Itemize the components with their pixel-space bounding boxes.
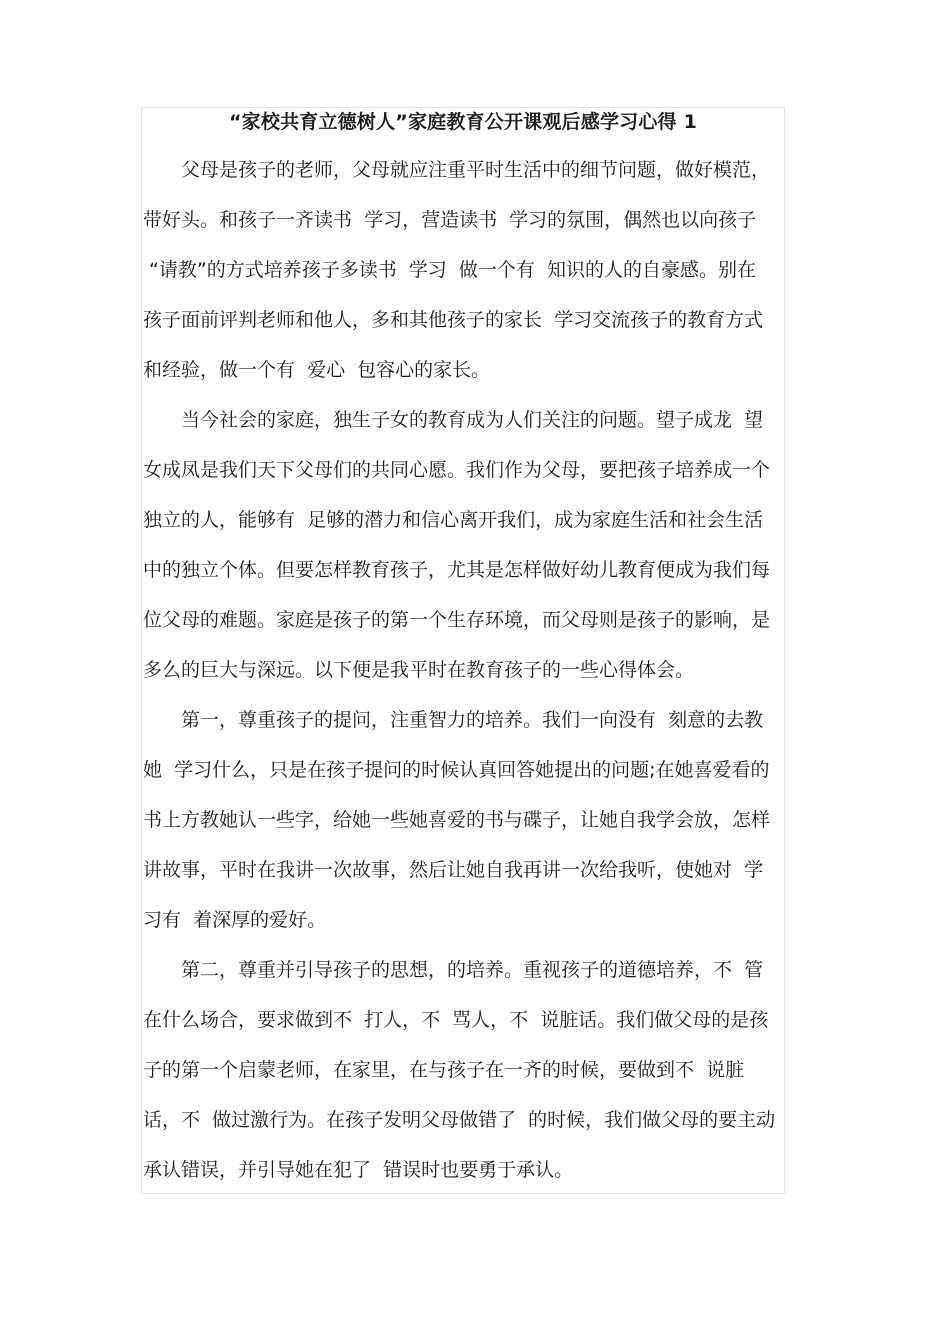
text-line: 独立的人，能够有 足够的潜力和信心离开我们，成为家庭生活和社会生活 — [143, 509, 764, 531]
text-line: 习有 着深厚的爱好。 — [143, 909, 327, 931]
paragraph-first-line: 第二，尊重并引导孩子的思想，的培养。重视孩子的道德培养，不 管 — [181, 959, 764, 981]
text-line: 话，不 做过激行为。在孩子发明父母做错了 的时候，我们做父母的要主动 — [143, 1109, 776, 1131]
document-body — [143, 155, 783, 1205]
text-line: 和经验，做一个有 爱心 包容心的家长。 — [143, 359, 491, 381]
text-line: 女成凤是我们天下父母们的共同心愿。我们作为父母，要把孩子培养成一个 — [143, 459, 771, 481]
text-line: 讲故事，平时在我讲一次故事，然后让她自我再讲一次给我听，使她对 学 — [143, 859, 764, 881]
text-line: 中的独立个体。但要怎样教育孩子，尤其是怎样做好幼儿教育便成为我们每 — [143, 559, 771, 581]
text-line: 她 学习什么，只是在孩子提问的时候认真回答她提出的问题;在她喜爱看的 — [143, 759, 770, 781]
text-line: 子的第一个启蒙老师，在家里，在与孩子在一齐的时候，要做到不 说脏 — [143, 1059, 745, 1081]
text-line: 带好头。和孩子一齐读书 学习，营造读书 学习的氛围，偶然也以向孩子 — [143, 209, 757, 231]
paragraph-first-line: 当今社会的家庭，独生子女的教育成为人们关注的问题。望子成龙 望 — [181, 409, 764, 431]
text-line: 承认错误，并引导她在犯了 错误时也要勇于承认。 — [143, 1159, 574, 1181]
text-line: 位父母的难题。家庭是孩子的第一个生存环境，而父母则是孩子的影响，是 — [143, 609, 771, 631]
text-line: “请教”的方式培养孩子多读书 学习 做一个有 知识的人的自豪感。别在 — [143, 259, 756, 281]
paragraph-first-line: 第一，尊重孩子的提问，注重智力的培养。我们一向没有 刻意的去教 — [181, 709, 764, 731]
text-line: 在什么场合，要求做到不 打人，不 骂人，不 说脏话。我们做父母的是孩 — [143, 1009, 769, 1031]
text-line: 书上方教她认一些字，给她一些她喜爱的书与碟子，让她自我学会放，怎样 — [143, 809, 771, 831]
text-line: 多么的巨大与深远。以下便是我平时在教育孩子的一些心得体会。 — [143, 659, 695, 681]
document-title: “家校共育立德树人”家庭教育公开课观后感学习心得 1 — [228, 111, 697, 133]
text-line: 孩子面前评判老师和他人，多和其他孩子的家长 学习交流孩子的教育方式 — [143, 309, 764, 331]
paragraph-first-line: 父母是孩子的老师，父母就应注重平时生活中的细节问题，做好模范， — [181, 159, 771, 181]
